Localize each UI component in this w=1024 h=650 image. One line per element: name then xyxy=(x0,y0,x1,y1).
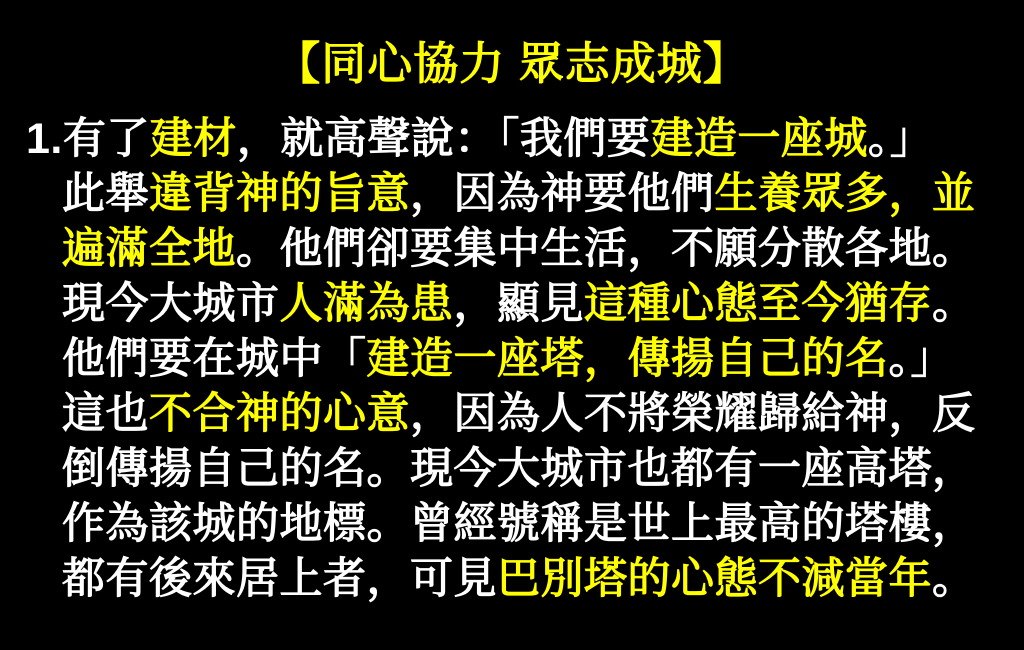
text-run: 。」 xyxy=(867,115,934,163)
text-run: ，就高聲說：「我們要 xyxy=(236,115,651,163)
text-run-highlight: 建造一座城 xyxy=(650,115,868,163)
text-run: 。他們卻要集中生活，不願分散各地。 xyxy=(236,225,976,273)
text-run: 倒傳揚自己的名。現今大城市也都有一座高塔， xyxy=(62,445,976,493)
text-run: 都有後來居上者，可見 xyxy=(62,555,497,603)
text-run: ，因為神要他們 xyxy=(410,170,715,218)
body-line xyxy=(0,387,1024,442)
text-run-highlight: 遍滿全地 xyxy=(62,225,236,273)
text-run-highlight: 巴別塔的心態不減當年 xyxy=(497,555,932,603)
body-line xyxy=(0,222,1024,277)
text-run: 他們要在城中「 xyxy=(62,335,367,383)
text-run: 。 xyxy=(932,555,976,603)
text-run: 此舉 xyxy=(62,170,149,218)
body-line xyxy=(0,277,1024,332)
text-run-highlight: 這種心態至今猶存 xyxy=(584,280,932,328)
text-run: 。」 xyxy=(888,335,954,383)
body-line xyxy=(0,112,1024,167)
text-run: ，顯見 xyxy=(453,280,584,328)
text-run-highlight: 生養眾多，並 xyxy=(714,170,976,218)
slide-body xyxy=(0,112,1024,607)
text-run: 作為該城的地標。曾經號稱是世上最高的塔樓， xyxy=(62,500,976,548)
text-run-highlight: 違背神的旨意 xyxy=(149,170,410,218)
text-run: 。 xyxy=(932,280,976,328)
slide-title: 【同心協力 眾志成城】 xyxy=(275,38,749,89)
text-run: 這也 xyxy=(62,390,149,438)
text-run: ，因為人不將榮耀歸給神，反 xyxy=(410,390,976,438)
text-run-highlight: 不合神的心意 xyxy=(149,390,410,438)
body-line xyxy=(0,497,1024,552)
body-line xyxy=(0,552,1024,607)
text-run-highlight: 建材 xyxy=(149,115,237,163)
body-line xyxy=(0,167,1024,222)
body-line xyxy=(0,442,1024,497)
text-run: 現今大城市 xyxy=(62,280,280,328)
body-line xyxy=(0,332,1024,387)
text-run-highlight: 人滿為患 xyxy=(279,280,454,328)
text-run: 1.有了 xyxy=(26,115,150,163)
text-run-highlight: 建造一座塔，傳揚自己的名 xyxy=(366,335,889,383)
